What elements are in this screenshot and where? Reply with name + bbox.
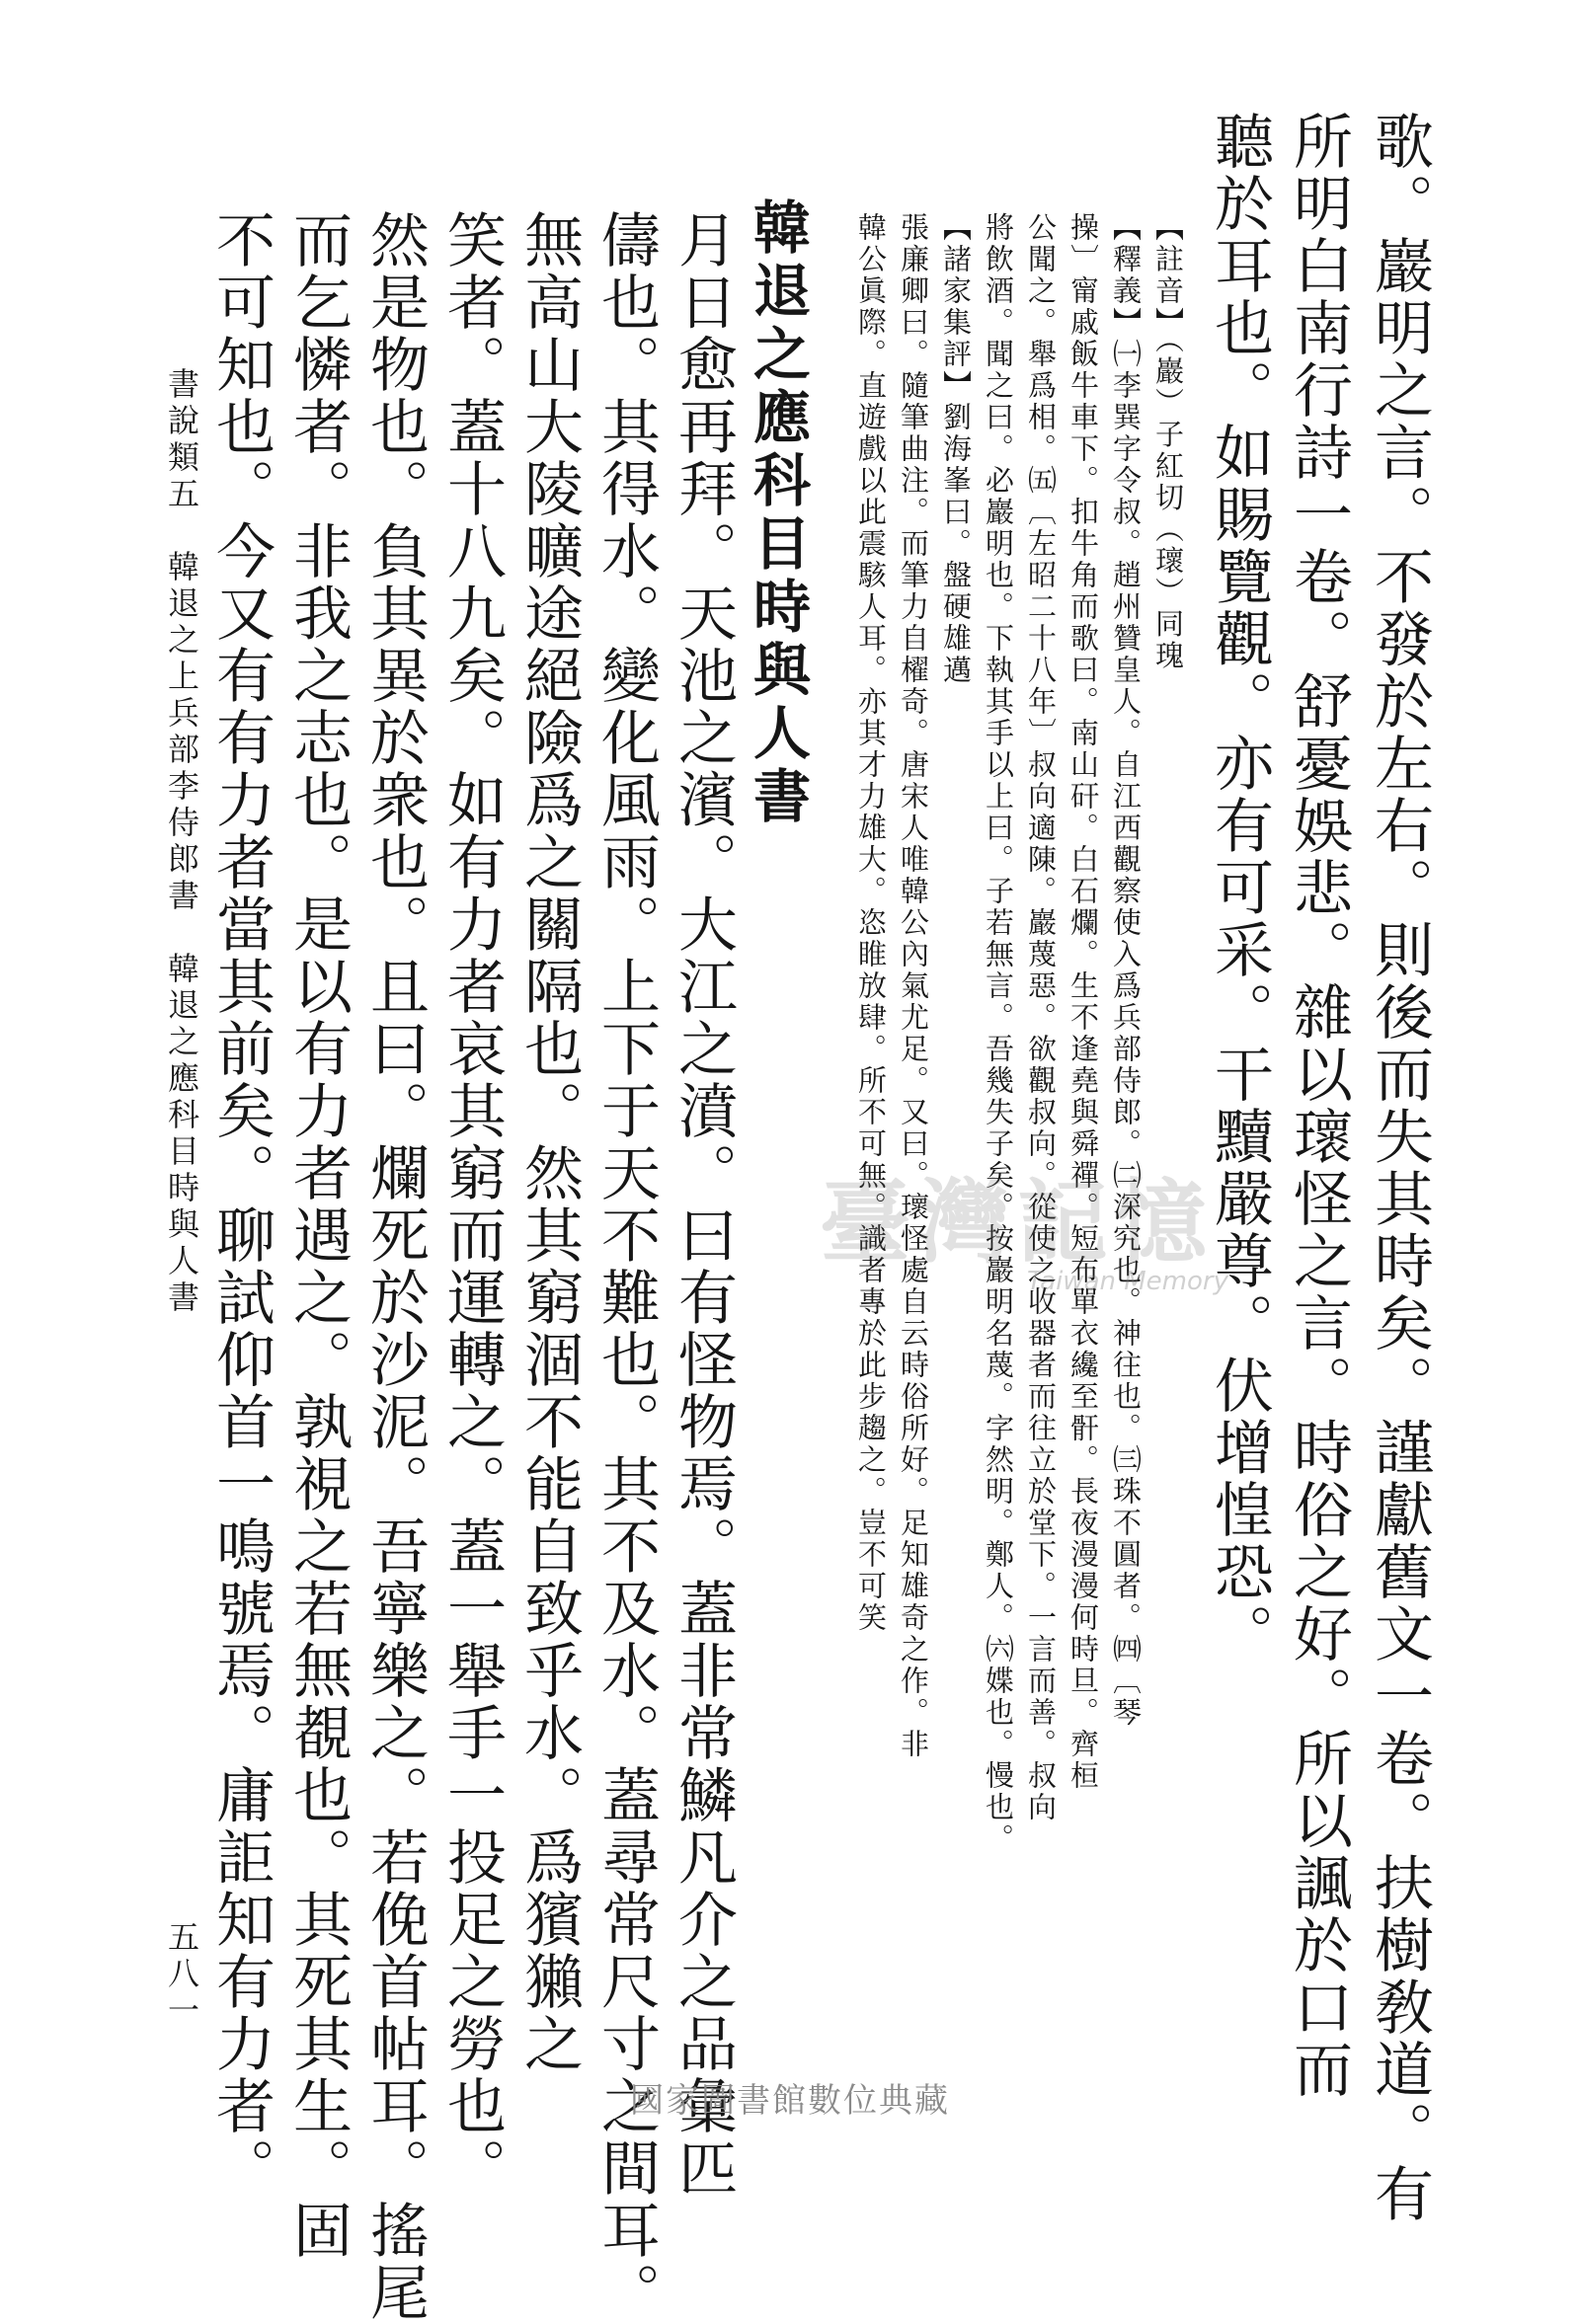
running-head: 書說類五 韓退之上兵部李侍郎書 韓退之應科目時與人書: [163, 367, 200, 1317]
essay-text-column-3: 無高山大陵曠途絕險爲之關隔也。然其窮涸不能自致乎水。爲獱獺之: [514, 209, 584, 2075]
note-column-glossary-3: 公聞之。舉爲相。㈤〔左昭二十八年〕叔向適陳。巖蔑惡。欲觀叔向。從使之收器者而往立於堂下。一言而善。叔向: [1024, 212, 1058, 1823]
body-text-column-2: 所明白南行詩一卷。舒憂娛悲。雜以瓌怪之言。時俗之好。所以諷於口而: [1284, 111, 1353, 2101]
watermark-english: Taiwan Memory: [1027, 1267, 1228, 1296]
note-column-glossary-4: 將飲酒。聞之曰。必巖明也。下執其手以上曰。子若無言。吾幾失子矣。按巖明名蔑。字然明。鄭人。㈥媟也。慢也。: [982, 212, 1015, 1855]
essay-text-column-4: 笑者。蓋十八九矣。如有力者哀其窮而運轉之。蓋一舉手一投足之勞也。: [437, 209, 507, 2200]
note-column-criticism-2: 張廉卿曰。隨筆曲注。而筆力自櫂奇。唐宋人唯韓公內氣尤足。又曰。瓌怪處自云時俗所好。足知雄奇之作。非: [897, 212, 930, 1760]
essay-title: 韓退之應科目時與人書: [744, 197, 811, 829]
note-column-glossary-1: 【釋義】㈠李巽字令叔。趙州贊皇人。自江西觀察使入爲兵部侍郎。㈡深究也。神往也。㈢珠不圓者。㈣〔琴: [1109, 212, 1143, 1729]
body-text-column-1: 歌。巖明之言。不發於左右。則後而失其時矣。謹獻舊文一卷。扶樹敎道。有: [1365, 111, 1434, 2225]
essay-text-column-5: 然是物也。負其異於衆也。且曰。爛死於沙泥。吾寧樂之。若俛首帖耳。搖尾: [360, 209, 430, 2324]
essay-text-column-6: 而乞憐者。非我之志也。是以有力者遇之。孰視之若無覩也。其死其生。固: [283, 209, 353, 2262]
page-number: 五八一: [163, 1920, 200, 2030]
essay-text-column-2: 儔也。其得水。變化風雨。上下于天不難也。其不及水。蓋尋常尺寸之間耳。: [592, 209, 661, 2324]
note-column-glossary-2: 操〕甯戚飯牛車下。扣牛角而歌曰。南山矸。白石爛。生不逢堯與舜禪。短布單衣纔至骭。長夜漫漫何時旦。齊桓: [1066, 212, 1100, 1792]
note-column-criticism-3: 韓公眞際。直遊戲以此震駭人耳。亦其才力雄大。恣睢放肆。所不可無。識者專於此步趨之。豈不可笑: [854, 212, 888, 1634]
essay-text-column-7: 不可知也。今又有有力者當其前矣。聊試仰首一鳴號焉。庸詎知有力者。: [206, 209, 276, 2200]
body-text-column-3: 聽於耳也。如賜覽觀。亦有可采。干黷嚴尊。伏增惶恐。: [1205, 111, 1274, 1666]
note-column-pronunciation: 【註音】（巖）子紅切（瓌）同瑰: [1151, 212, 1185, 672]
source-credit: 國家圖書館數位典藏: [630, 2081, 950, 2121]
essay-text-column-1: 月日愈再拜。天池之濱。大江之濆。曰有怪物焉。蓋非常鱗凡介之品彙匹: [669, 209, 738, 2200]
note-column-criticism-1: 【諸家集評】劉海峯曰。盤硬雄邁: [939, 212, 973, 686]
watermark-text: 臺灣記憶: [820, 1170, 1216, 1276]
